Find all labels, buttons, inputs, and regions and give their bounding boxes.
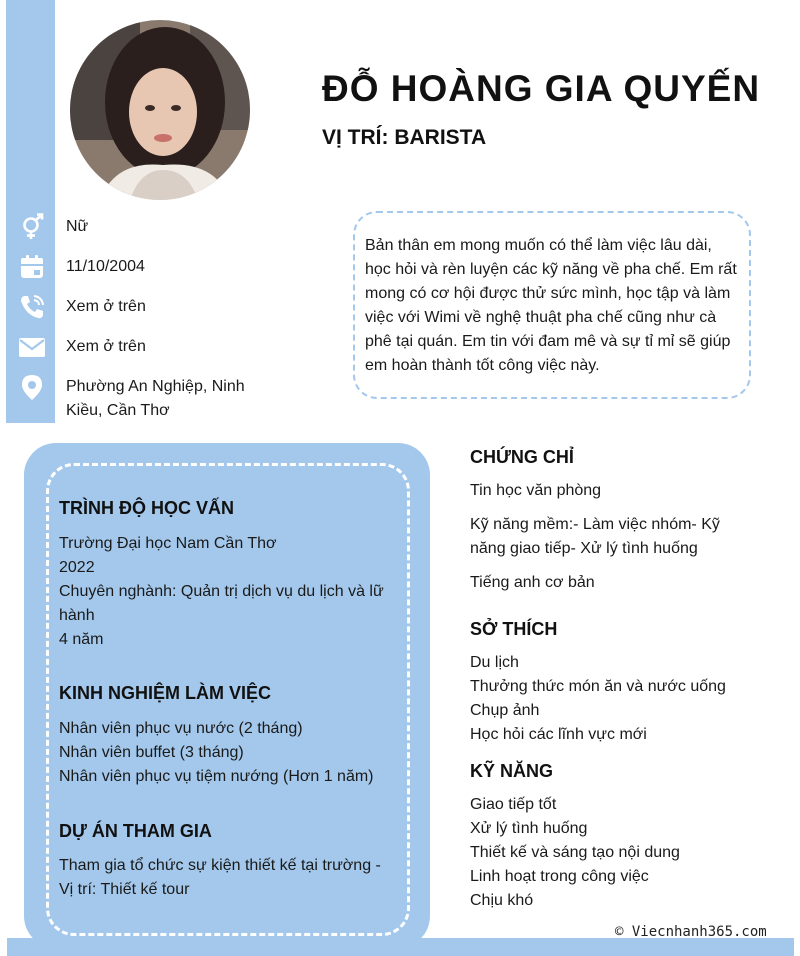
skill-item: Thiết kế và sáng tạo nội dung	[470, 844, 680, 861]
experience-item: Nhân viên phục vụ nước (2 tháng)	[59, 720, 303, 737]
education-major: Chuyên nghành: Quản trị dịch vụ du lịch và lữ hành	[59, 583, 384, 624]
candidate-name: ĐỖ HOÀNG GIA QUYẾN	[322, 68, 761, 109]
gender-icon	[18, 213, 46, 241]
calendar-icon	[18, 253, 46, 281]
email-text: Xem ở trên	[66, 338, 146, 355]
address-text: Phường An Nghiệp, Ninh Kiều, Cần Thơ	[66, 378, 245, 419]
certificates-title: CHỨNG CHỈ	[470, 447, 574, 467]
hobby-item: Học hỏi các lĩnh vực mới	[470, 726, 647, 743]
certificate-item: Kỹ năng mềm:- Làm việc nhóm- Kỹ năng giao tiếp- Xử lý tình huống	[470, 516, 720, 557]
location-icon	[18, 373, 46, 401]
certificate-item: Tin học văn phòng	[470, 482, 602, 499]
birthday-text: 11/10/2004	[66, 258, 145, 275]
hobby-item: Du lịch	[470, 654, 519, 671]
projects-text: Tham gia tổ chức sự kiện thiết kế tại trường - Vị trí: Thiết kế tour	[59, 857, 381, 898]
profile-photo-icon	[70, 20, 250, 200]
skills-title: KỸ NĂNG	[470, 761, 554, 781]
experience-title: KINH NGHIỆM LÀM VIỆC	[59, 683, 272, 703]
certificate-item: Tiếng anh cơ bản	[470, 574, 595, 591]
skill-item: Giao tiếp tốt	[470, 796, 557, 813]
education-title: TRÌNH ĐỘ HỌC VẤN	[59, 498, 234, 518]
experience-item: Nhân viên phục vụ tiệm nướng (Hơn 1 năm)	[59, 768, 374, 785]
experience-list	[59, 717, 404, 789]
gender-text: Nữ	[66, 218, 89, 235]
hobby-item: Chụp ảnh	[470, 702, 540, 719]
certificates-list	[470, 479, 745, 595]
skill-item: Chịu khó	[470, 892, 534, 909]
skill-item: Linh hoạt trong công việc	[470, 868, 649, 885]
education-duration: 4 năm	[59, 631, 104, 648]
skill-item: Xử lý tình huống	[470, 820, 588, 837]
hobbies-title: SỞ THÍCH	[470, 619, 558, 639]
education-details	[59, 532, 404, 652]
email-icon	[18, 333, 46, 361]
phone-icon	[18, 293, 46, 321]
hobbies-list	[470, 651, 770, 747]
job-position: VỊ TRÍ: BARISTA	[322, 126, 487, 149]
hobby-item: Thưởng thức món ăn và nước uống	[470, 678, 726, 695]
profile-photo	[70, 20, 250, 200]
career-objective: Bản thân em mong muốn có thể làm việc lâu dài, học hỏi và rèn luyện các kỹ năng về pha chế. Em rất mong có cơ hội được thử sức mình, học tập và làm việc với Wimi về nghệ thuật pha chế cũng như cà phê tại quán. Em tin với đam mê và sự tỉ mỉ sẽ giúp em hoàn thành tốt công việc này.	[353, 211, 751, 399]
phone-text: Xem ở trên	[66, 298, 146, 315]
projects-title: DỰ ÁN THAM GIA	[59, 821, 212, 841]
experience-item: Nhân viên buffet (3 tháng)	[59, 744, 244, 761]
education-year: 2022	[59, 559, 95, 576]
education-school: Trường Đại học Nam Cần Thơ	[59, 535, 277, 552]
footer-watermark: © Viecnhanh365.com	[615, 924, 767, 940]
skills-list	[470, 793, 770, 913]
